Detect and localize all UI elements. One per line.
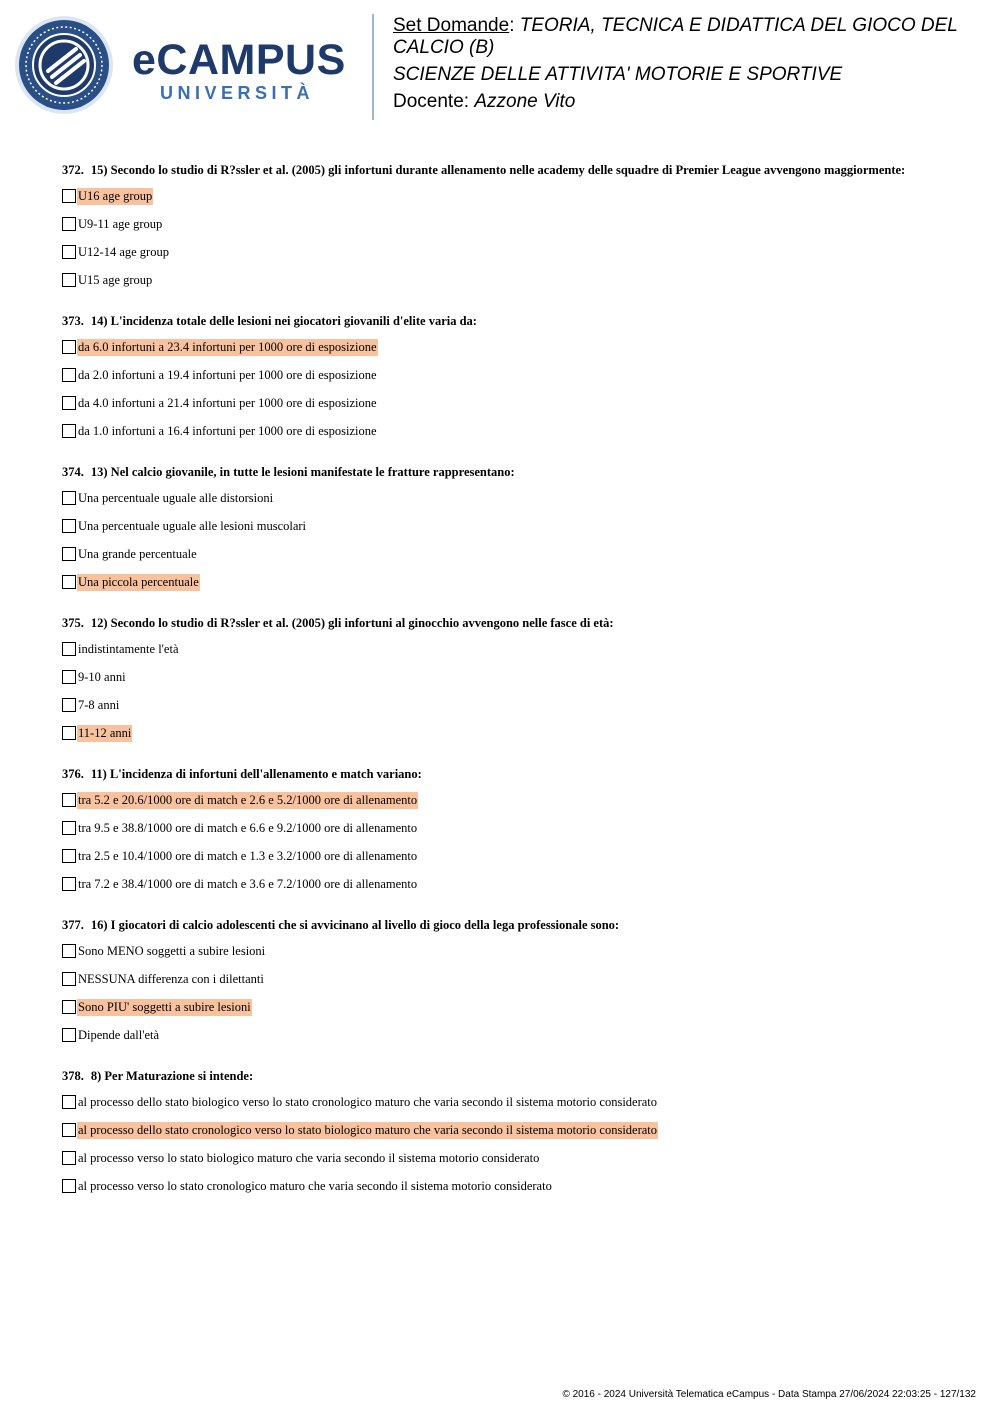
- answer-option: [62, 574, 962, 602]
- answer-text: al processo verso lo stato biologico maturo che varia secondo il sistema motorio considerato: [78, 1151, 540, 1165]
- answer-checkbox[interactable]: [62, 849, 76, 863]
- answer-text: NESSUNA differenza con i dilettanti: [78, 972, 264, 986]
- set-label: Set Domande: [393, 15, 510, 36]
- header-divider: [372, 14, 374, 120]
- answer-text: al processo dello stato biologico verso lo stato cronologico maturo che varia secondo il sistema motorio considerato: [78, 1095, 658, 1109]
- answer-checkbox[interactable]: [62, 1000, 76, 1014]
- answer-option: [62, 669, 962, 697]
- answer-text: Sono MENO soggetti a subire lesioni: [78, 944, 266, 958]
- answer-checkbox[interactable]: [62, 670, 76, 684]
- answer-checkbox[interactable]: [62, 877, 76, 891]
- question-text: 11) L'incidenza di infortuni dell'allenamento e match variano:: [90, 767, 422, 781]
- answer-checkbox[interactable]: [62, 491, 76, 505]
- answer-text: tra 7.2 e 38.4/1000 ore di match e 3.6 e 7.2/1000 ore di allenamento: [78, 877, 418, 891]
- answer-checkbox[interactable]: [62, 273, 76, 287]
- answer-text: 9-10 anni: [78, 670, 126, 684]
- brand-sub: UNIVERSITÀ: [160, 83, 315, 103]
- answer-option: [62, 272, 962, 300]
- answer-option: [62, 1150, 962, 1178]
- question-title: [62, 615, 962, 632]
- question-title: [62, 1068, 962, 1085]
- answer-option: [62, 395, 962, 423]
- answer-text: da 2.0 infortuni a 19.4 infortuni per 1000 ore di esposizione: [78, 368, 377, 382]
- set-line: [393, 15, 983, 59]
- question-number: 375.: [62, 616, 84, 630]
- question-number: 372.: [62, 163, 84, 177]
- answer-text: da 4.0 infortuni a 21.4 infortuni per 1000 ore di esposizione: [78, 396, 377, 410]
- answer-option: [62, 546, 962, 574]
- header-info: [393, 15, 983, 118]
- answer-option: [62, 490, 962, 518]
- answer-text-correct: Una piccola percentuale: [78, 575, 199, 589]
- answer-option: [62, 188, 962, 216]
- answer-option: [62, 367, 962, 395]
- answer-option: [62, 971, 962, 999]
- answer-text-correct: 11-12 anni: [78, 726, 132, 740]
- degree-name: SCIENZE DELLE ATTIVITA' MOTORIE E SPORTIVE: [393, 64, 843, 85]
- teacher-line: [393, 91, 983, 113]
- answer-option: [62, 216, 962, 244]
- answer-option: [62, 943, 962, 971]
- answer-checkbox[interactable]: [62, 1095, 76, 1109]
- answer-option: [62, 876, 962, 904]
- answer-checkbox[interactable]: [62, 245, 76, 259]
- answer-text: al processo verso lo stato cronologico maturo che varia secondo il sistema motorio considerato: [78, 1179, 552, 1193]
- answer-text-correct: U16 age group: [78, 189, 153, 203]
- answer-checkbox[interactable]: [62, 1179, 76, 1193]
- answer-checkbox[interactable]: [62, 1151, 76, 1165]
- answer-option: [62, 697, 962, 725]
- answer-option: [62, 725, 962, 753]
- answer-option: [62, 518, 962, 546]
- question-block: [62, 615, 962, 753]
- answer-checkbox[interactable]: [62, 368, 76, 382]
- question-title: [62, 464, 962, 481]
- answer-option: [62, 999, 962, 1027]
- answer-checkbox[interactable]: [62, 698, 76, 712]
- answer-text: Una grande percentuale: [78, 547, 197, 561]
- question-title: [62, 917, 962, 934]
- answer-checkbox[interactable]: [62, 793, 76, 807]
- question-number: 374.: [62, 465, 84, 479]
- answer-option: [62, 820, 962, 848]
- question-block: [62, 313, 962, 451]
- answer-option: [62, 641, 962, 669]
- answer-text: U15 age group: [78, 273, 153, 287]
- answer-text-correct: al processo dello stato cronologico verso lo stato biologico maturo che varia secondo il sistema motorio considerato: [78, 1123, 658, 1137]
- question-number: 373.: [62, 314, 84, 328]
- question-text: 16) I giocatori di calcio adolescenti che si avvicinano al livello di gioco della lega professionale sono:: [90, 918, 620, 932]
- answer-checkbox[interactable]: [62, 189, 76, 203]
- answer-option: [62, 848, 962, 876]
- question-title: [62, 313, 962, 330]
- answer-text-correct: Sono PIU' soggetti a subire lesioni: [78, 1000, 251, 1014]
- teacher-name: Azzone Vito: [474, 91, 576, 112]
- question-title: [62, 766, 962, 783]
- question-block: [62, 1068, 962, 1206]
- question-number: 377.: [62, 918, 84, 932]
- answer-text: tra 9.5 e 38.8/1000 ore di match e 6.6 e 9.2/1000 ore di allenamento: [78, 821, 418, 835]
- brand-name: eCAMPUS: [132, 36, 346, 84]
- question-text: 15) Secondo lo studio di R?ssler et al. (2005) gli infortuni durante allenamento nelle academy delle squadre di Premier League avvengono maggiormente:: [90, 163, 906, 177]
- answer-text: Una percentuale uguale alle lesioni muscolari: [78, 519, 307, 533]
- question-title: [62, 162, 962, 179]
- answer-checkbox[interactable]: [62, 1123, 76, 1137]
- answer-option: [62, 244, 962, 272]
- answer-checkbox[interactable]: [62, 642, 76, 656]
- answer-checkbox[interactable]: [62, 396, 76, 410]
- answer-option: [62, 423, 962, 451]
- question-number: 376.: [62, 767, 84, 781]
- question-block: [62, 464, 962, 602]
- answer-text: U9-11 age group: [78, 217, 163, 231]
- answer-checkbox[interactable]: [62, 821, 76, 835]
- answer-option: [62, 1178, 962, 1206]
- page-footer: © 2016 - 2024 Università Telematica eCampus - Data Stampa 27/06/2024 22:03:25 - 127/132: [562, 1389, 976, 1400]
- answer-text: 7-8 anni: [78, 698, 120, 712]
- answer-option: [62, 1122, 962, 1150]
- question-text: 14) L'incidenza totale delle lesioni nei giocatori giovanili d'elite varia da:: [90, 314, 477, 328]
- answer-checkbox[interactable]: [62, 1028, 76, 1042]
- answer-checkbox[interactable]: [62, 340, 76, 354]
- answer-text-correct: da 6.0 infortuni a 23.4 infortuni per 1000 ore di esposizione: [78, 340, 377, 354]
- answer-text-correct: tra 5.2 e 20.6/1000 ore di match e 2.6 e 5.2/1000 ore di allenamento: [78, 793, 418, 807]
- answer-text: U12-14 age group: [78, 245, 169, 259]
- answer-text: tra 2.5 e 10.4/1000 ore di match e 1.3 e 3.2/1000 ore di allenamento: [78, 849, 418, 863]
- university-wordmark: [132, 38, 346, 104]
- question-text: 13) Nel calcio giovanile, in tutte le lesioni manifestate le fratture rappresentano:: [90, 465, 515, 479]
- answer-text: da 1.0 infortuni a 16.4 infortuni per 1000 ore di esposizione: [78, 424, 377, 438]
- set-title: TEORIA, TECNICA E DIDATTICA DEL GIOCO DEL CALCIO (B): [393, 15, 958, 58]
- answer-checkbox[interactable]: [62, 217, 76, 231]
- answer-option: [62, 792, 962, 820]
- answer-checkbox[interactable]: [62, 424, 76, 438]
- answer-checkbox[interactable]: [62, 519, 76, 533]
- answer-checkbox[interactable]: [62, 944, 76, 958]
- answer-text: Una percentuale uguale alle distorsioni: [78, 491, 274, 505]
- question-list: [62, 162, 962, 1219]
- question-text: 8) Per Maturazione si intende:: [90, 1069, 254, 1083]
- answer-checkbox[interactable]: [62, 547, 76, 561]
- question-block: [62, 162, 962, 300]
- answer-checkbox[interactable]: [62, 575, 76, 589]
- question-block: [62, 766, 962, 904]
- question-number: 378.: [62, 1069, 84, 1083]
- answer-option: [62, 1094, 962, 1122]
- answer-text: Dipende dall'età: [78, 1028, 160, 1042]
- university-seal-logo: [14, 15, 114, 115]
- page-header: [0, 0, 1000, 135]
- question-block: [62, 917, 962, 1055]
- question-text: 12) Secondo lo studio di R?ssler et al. (2005) gli infortuni al ginocchio avvengono nelle fasce di età:: [90, 616, 614, 630]
- answer-option: [62, 1027, 962, 1055]
- answer-text: indistintamente l'età: [78, 642, 179, 656]
- answer-checkbox[interactable]: [62, 726, 76, 740]
- set-separator: :: [509, 15, 520, 36]
- answer-option: [62, 339, 962, 367]
- answer-checkbox[interactable]: [62, 972, 76, 986]
- teacher-label: Docente:: [393, 91, 475, 112]
